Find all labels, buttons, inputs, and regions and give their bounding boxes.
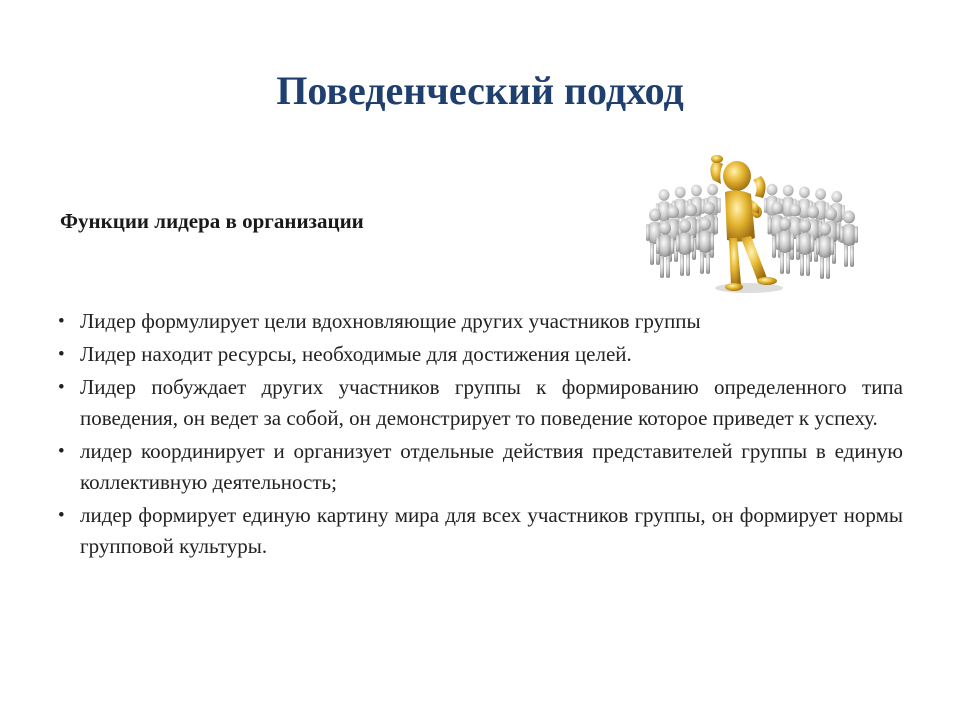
list-item [58,339,903,370]
list-item [58,372,903,434]
leader-crowd-illustration [637,150,867,300]
list-item-text: лидер координирует и организует отдельные действия представителей группы в единую коллективную деятельность; [80,439,903,494]
slide-subtitle: Функции лидера в организации [60,209,364,233]
list-item-text: лидер формирует единую картину мира для всех участников группы, он формирует нормы групповой культуры. [80,503,903,558]
list-item-text: Лидер формулирует цели вдохновляющие других участников группы [80,309,701,333]
slide-title: Поведенческий подход [276,68,684,113]
bullet-dot: • [58,311,65,332]
bullet-dot: • [58,441,65,462]
list-item [58,436,903,498]
list-item-text: Лидер находит ресурсы, необходимые для достижения целей. [80,342,632,366]
bullet-dot: • [58,505,65,526]
bullet-dot: • [58,344,65,365]
bullet-list [58,306,903,564]
gold-leader-figure [710,155,777,291]
list-item [58,500,903,562]
list-item [58,306,903,337]
bullet-dot: • [58,377,65,398]
list-item-text: Лидер побуждает других участников группы к формированию определенного типа поведения, он ведет за собой, он демонстрирует то поведение которое приведет к успеху. [80,375,903,430]
